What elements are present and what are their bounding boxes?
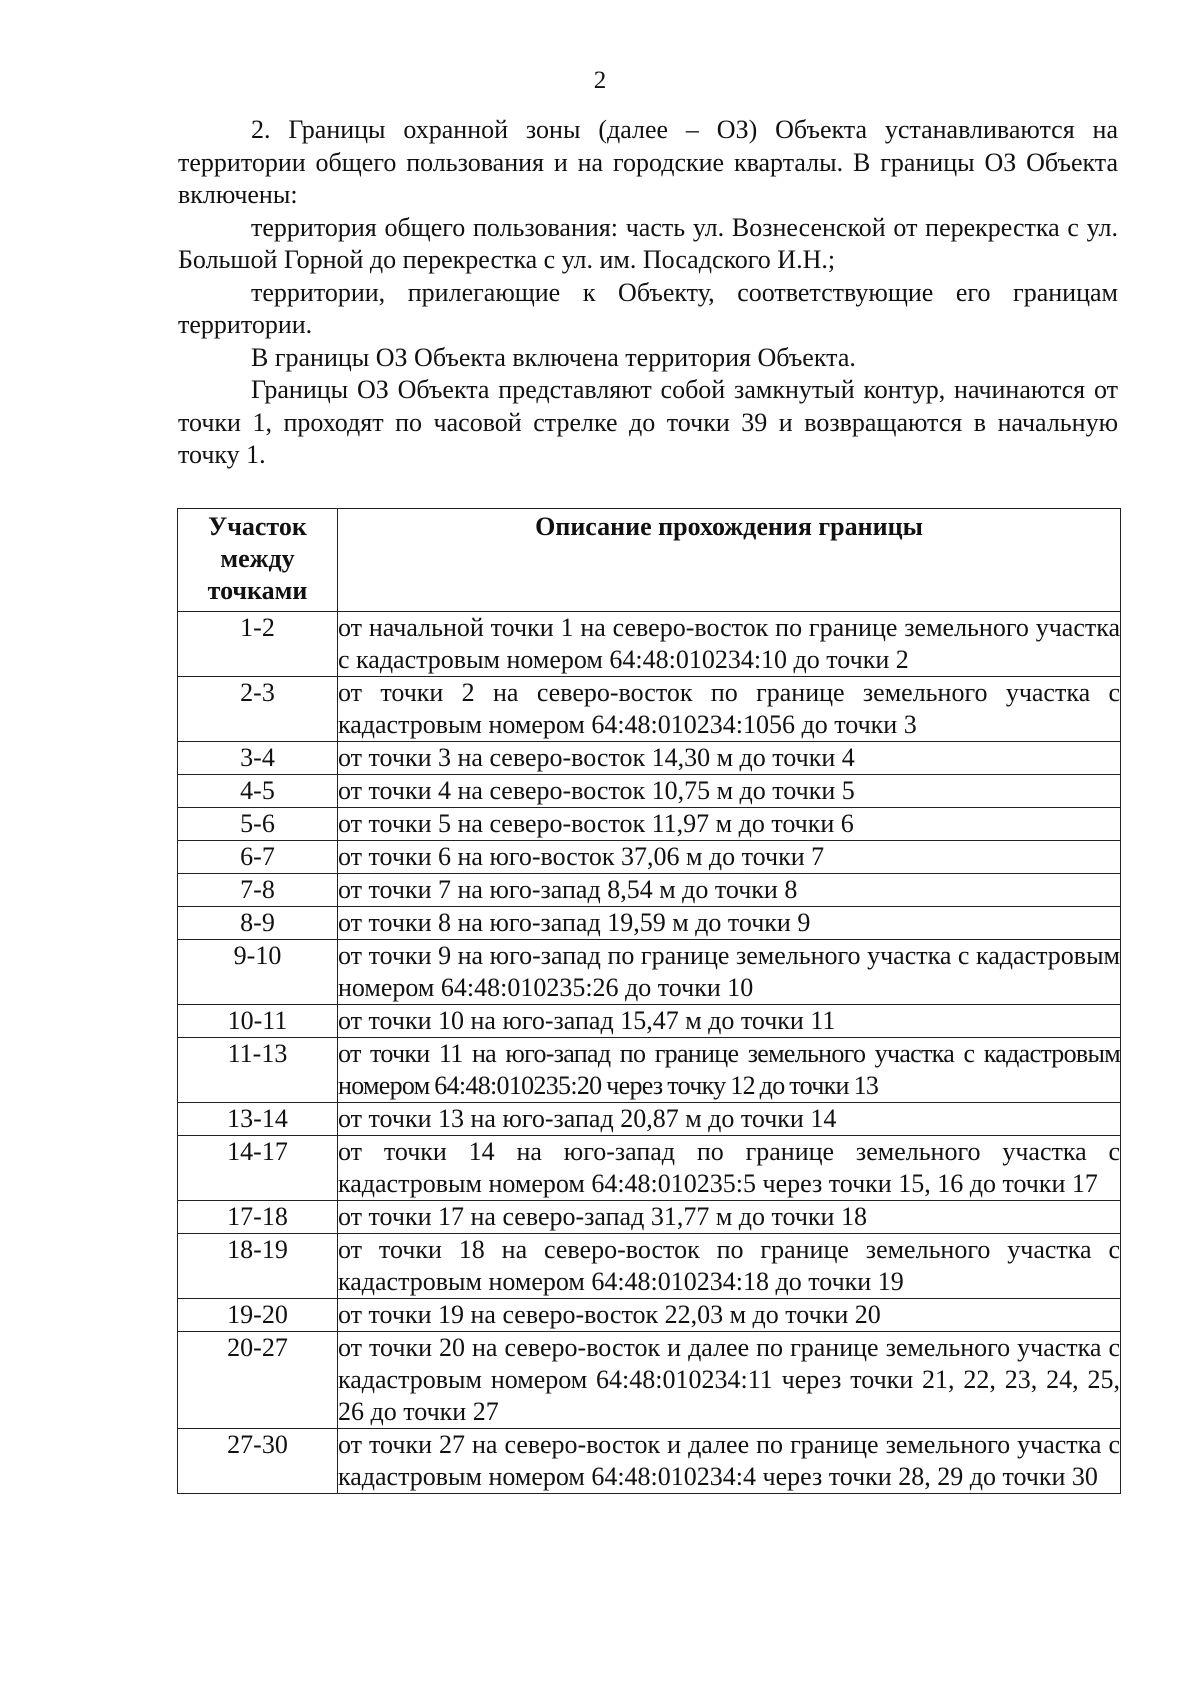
description-cell: от точки 17 на северо-запад 31,77 м до точки 18 [338,1201,1121,1234]
description-cell: от точки 7 на юго-запад 8,54 м до точки 8 [338,874,1121,907]
segment-cell: 8-9 [178,907,338,940]
table-row [178,907,1121,940]
description-cell: от точки 5 на северо-восток 11,97 м до точки 6 [338,808,1121,841]
segment-cell: 19-20 [178,1299,338,1332]
table-row [178,1038,1121,1103]
segment-cell: 14-17 [178,1136,338,1201]
header-segment: Участок между точками [178,509,338,612]
table-row [178,1332,1121,1429]
description-cell: от точки 18 на северо-восток по границе земельного участка с кадастровым номером 64:48:010234:18 до точки 19 [338,1234,1121,1299]
segment-cell: 2-3 [178,677,338,742]
table-row [178,1234,1121,1299]
description-cell: от точки 13 на юго-запад 20,87 м до точки 14 [338,1103,1121,1136]
segment-cell: 7-8 [178,874,338,907]
paragraph-object-territory: В границы ОЗ Объекта включена территория Объекта. [251,342,856,372]
segment-cell: 20-27 [178,1332,338,1429]
segment-cell: 9-10 [178,940,338,1005]
description-cell: от точки 6 на юго-восток 37,06 м до точки 7 [338,841,1121,874]
segment-cell: 10-11 [178,1005,338,1038]
table-row [178,677,1121,742]
table-row [178,775,1121,808]
segment-cell: 4-5 [178,775,338,808]
paragraph-public-territory: территория общего пользования: часть ул. Вознесенской от перекрестка с ул. Большой Горной до перекрестка с ул. им. Посадского И.Н.; [178,212,1118,274]
description-cell: от точки 19 на северо-восток 22,03 м до точки 20 [338,1299,1121,1332]
description-cell: от начальной точки 1 на северо-восток по границе земельного участка с кадастровым номером 64:48:010234:10 до точки 2 [338,612,1121,677]
table-row [178,808,1121,841]
table-row [178,1201,1121,1234]
segment-cell: 17-18 [178,1201,338,1234]
table-header-row [178,509,1121,612]
segment-cell: 5-6 [178,808,338,841]
paragraph-closed-contour: Границы ОЗ Объекта представляют собой замкнутый контур, начинаются от точки 1, проходят по часовой стрелке до точки 39 и возвращаются в начальную точку 1. [178,375,1118,469]
segment-cell: 13-14 [178,1103,338,1136]
table-row [178,1103,1121,1136]
page-number: 2 [593,67,607,94]
table-row [178,1429,1121,1494]
table-row [178,742,1121,775]
table-row [178,1299,1121,1332]
header-description: Описание прохождения границы [338,509,1121,612]
description-cell: от точки 3 на северо-восток 14,30 м до точки 4 [338,742,1121,775]
table-row [178,1136,1121,1201]
description-cell: от точки 14 на юго-запад по границе земельного участка с кадастровым номером 64:48:010235:5 через точки 15, 16 до точки 17 [338,1136,1121,1201]
description-cell: от точки 11 на юго-запад по границе земельного участка с кадастровым номером 64:48:010235:20 через точку 12 до точки 13 [338,1038,1121,1103]
segment-cell: 3-4 [178,742,338,775]
description-cell: от точки 4 на северо-восток 10,75 м до точки 5 [338,775,1121,808]
segment-cell: 1-2 [178,612,338,677]
boundary-table [177,508,1121,1494]
paragraph-zone-boundaries: 2. Границы охранной зоны (далее – ОЗ) Объекта устанавливаются на территории общего пользования и на городские кварталы. В границы ОЗ Объекта включены: [178,115,1118,209]
description-cell: от точки 20 на северо-восток и далее по границе земельного участка с кадастровым номером 64:48:010234:11 через точки 21, 22, 23, 24, 25, 26 до точки 27 [338,1332,1121,1429]
description-cell: от точки 10 на юго-запад 15,47 м до точки 11 [338,1005,1121,1038]
table-row [178,940,1121,1005]
table-row [178,1005,1121,1038]
segment-cell: 11-13 [178,1038,338,1103]
table-row [178,612,1121,677]
description-cell: от точки 8 на юго-запад 19,59 м до точки 9 [338,907,1121,940]
description-cell: от точки 2 на северо-восток по границе земельного участка с кадастровым номером 64:48:010234:1056 до точки 3 [338,677,1121,742]
table-row [178,841,1121,874]
paragraph-adjacent-territories: территории, прилегающие к Объекту, соответствующие его границам территории. [178,277,1118,339]
segment-cell: 27-30 [178,1429,338,1494]
segment-cell: 6-7 [178,841,338,874]
description-cell: от точки 27 на северо-восток и далее по границе земельного участка с кадастровым номером 64:48:010234:4 через точки 28, 29 до точки 30 [338,1429,1121,1494]
description-cell: от точки 9 на юго-запад по границе земельного участка с кадастровым номером 64:48:010235:26 до точки 10 [338,940,1121,1005]
segment-cell: 18-19 [178,1234,338,1299]
body-text [178,114,1118,472]
table-row [178,874,1121,907]
